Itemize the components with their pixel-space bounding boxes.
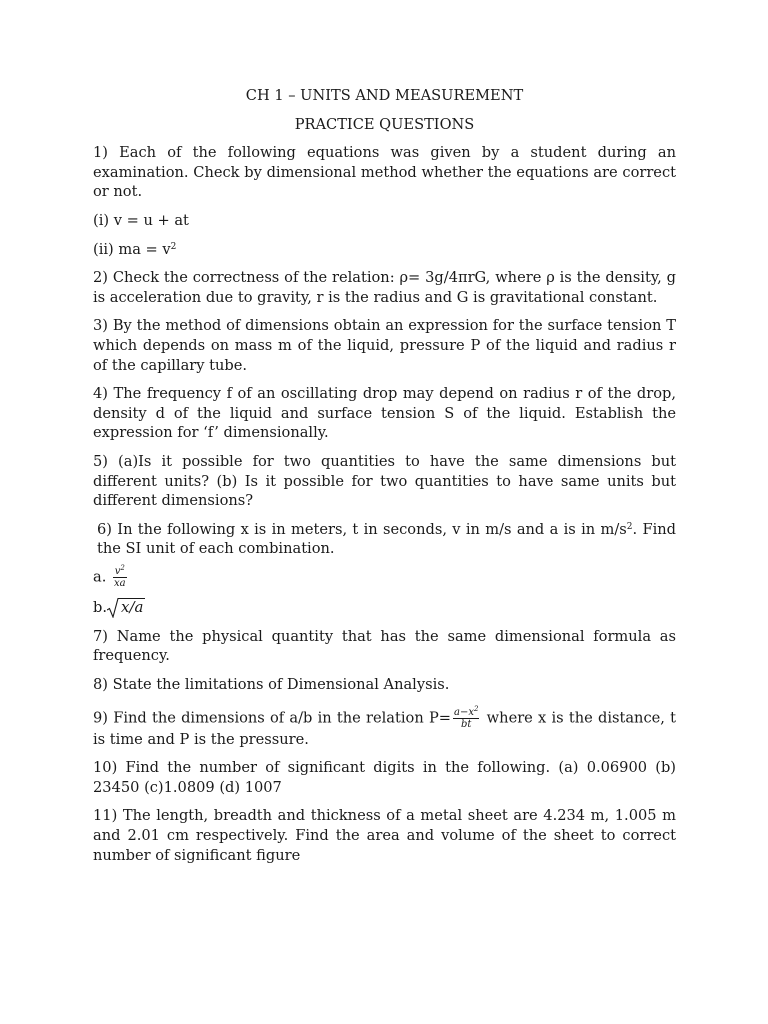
question-5: 5) (a)Is it possible for two quantities to have the same dimensions but different units? (b) Is it possible for two quantities to have same units but different dimensions? — [93, 452, 676, 510]
question-1-part-ii-sup: 2 — [170, 241, 177, 252]
question-6-sup: 2 — [626, 521, 633, 532]
question-10: 10) Find the number of significant digits in the following. (a) 0.06900 (b) 23450 (c)1.0809 (d) 1007 — [93, 759, 676, 796]
question-9 — [93, 704, 676, 750]
question-6-part-a-fraction — [113, 563, 127, 589]
question-9-text-before: 9) Find the dimensions of a/b in the relation P= — [93, 709, 451, 727]
question-1: 1) Each of the following equations was given by a student during an examination. Check by dimensional method whether the equations are correct or not. — [93, 144, 676, 201]
question-4: 4) The frequency f of an oscillating drop may depend on radius r of the drop, density d of the liquid and surface tension S of the liquid. Establish the expression for ‘f’ dimensionally. — [93, 385, 676, 442]
question-9-numerator — [453, 704, 479, 719]
question-1-part-ii-text: (ii) ma = v — [93, 240, 171, 258]
square-root-icon — [107, 598, 145, 618]
question-6-part-a — [93, 563, 676, 589]
question-9-num-text: a−x — [454, 706, 474, 718]
question-8: 8) State the limitations of Dimensional Analysis. — [93, 676, 450, 694]
question-9-text-after: where x is the distance, t is time and P is the pressure. — [93, 709, 676, 748]
page-subtitle: PRACTICE QUESTIONS — [294, 115, 475, 133]
question-6-part-a-num-var: v — [114, 565, 121, 577]
question-6-part-a-numerator — [113, 563, 127, 578]
question-6-part-b-radicand: x/a — [120, 597, 144, 616]
question-6-part-a-num-sup: 2 — [120, 563, 125, 572]
question-6-part-b-label: b. — [93, 598, 107, 616]
question-6-part-b — [93, 598, 676, 618]
question-7: 7) Name the physical quantity that has the same dimensional formula as frequency. — [93, 627, 676, 665]
question-11: 11) The length, breadth and thickness of a metal sheet are 4.234 m, 1.005 m and 2.01 cm respectively. Find the area and volume of the sheet to correct number of significant figure — [93, 807, 676, 864]
question-3: 3) By the method of dimensions obtain an expression for the surface tension T which depends on mass m of the liquid, pressure P of the liquid and radius r of the capillary tube. — [93, 317, 676, 374]
question-1-part-ii — [93, 240, 676, 260]
question-9-num-sup: 2 — [473, 704, 479, 713]
question-9-fraction — [453, 704, 479, 730]
radical-sign-icon — [107, 598, 119, 618]
question-1-part-i: (i) v = u + at — [93, 211, 189, 229]
question-9-denominator: bt — [461, 718, 472, 730]
question-6 — [93, 520, 676, 559]
question-6-text-before: 6) In the following x is in meters, t in seconds, v in m/s and a is in m/s — [97, 520, 627, 538]
chapter-title: CH 1 – UNITS AND MEASUREMENT — [245, 87, 524, 104]
question-2: 2) Check the correctness of the relation: ρ= 3g/4πrG, where ρ is the density, g is acceleration due to gravity, r is the radius and G is gravitational constant. — [93, 269, 676, 306]
question-6-part-a-denominator: xa — [113, 577, 126, 589]
question-6-part-a-label: a. — [93, 568, 107, 586]
question-6-text-after: . Find the SI unit of each combination. — [97, 520, 677, 558]
